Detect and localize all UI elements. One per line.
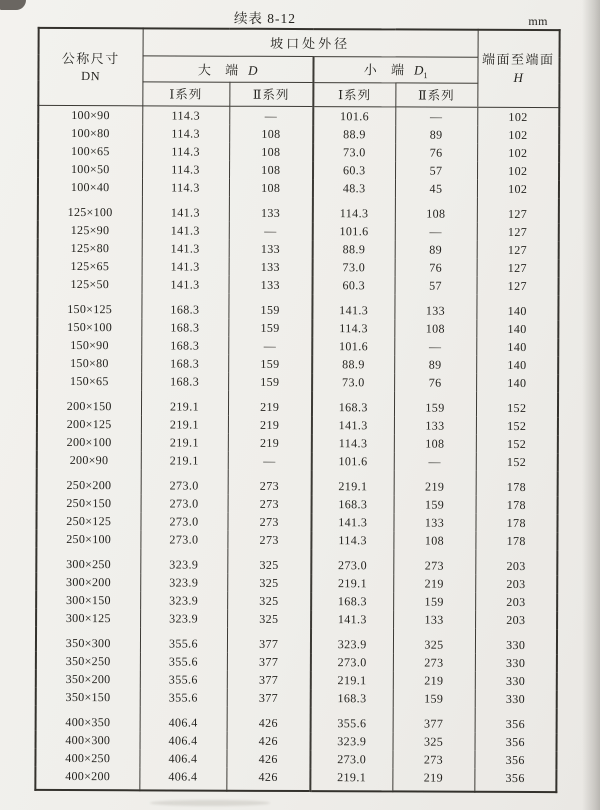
table-row (36, 651, 557, 671)
cell-dn: 300×125 (36, 608, 140, 626)
cell-bigend-series2: 426 (226, 767, 310, 790)
table-row (38, 274, 559, 294)
cell-bigend-series2: 159 (228, 318, 312, 336)
table-row (38, 195, 559, 222)
cell-bigend-series2: 133 (229, 275, 313, 293)
cell-smallend-series2: — (394, 452, 476, 470)
cell-smallend-series1: 323.9 (311, 732, 393, 750)
cell-smallend-series2: — (395, 106, 477, 125)
table-row (37, 468, 558, 495)
cell-smallend-series1: 219.1 (311, 574, 393, 592)
table-row (37, 389, 558, 416)
table-row (36, 687, 557, 707)
cell-bigend-series1: 323.9 (140, 573, 227, 591)
header-small-end (313, 56, 477, 83)
header-small-end-subscript: 1 (423, 69, 428, 80)
cell-bigend-series2: 273 (227, 512, 311, 530)
cell-bigend-series2: 219 (228, 415, 312, 433)
page-header (0, 7, 600, 27)
header-big-end (142, 55, 313, 82)
cell-bigend-series2: 219 (228, 390, 312, 415)
cell-dn: 100×80 (38, 123, 142, 141)
cell-dn: 350×150 (36, 687, 140, 705)
cell-bigend-series1: 273.0 (141, 469, 228, 494)
cell-face-to-face: 178 (506, 497, 526, 512)
cell-smallend-series1: 219.1 (311, 671, 393, 689)
cell-face-to-face: 102 (508, 127, 528, 142)
cell-dn: 100×65 (38, 141, 142, 159)
page-title: 续表 8-12 (233, 11, 297, 26)
cell-dn: 250×200 (37, 468, 141, 493)
header-series1-small: Ⅰ系列 (313, 82, 395, 106)
cell-face-to-face: 127 (507, 260, 528, 275)
cell-smallend-series2: 273 (392, 750, 474, 768)
cell-smallend-series1: 114.3 (313, 197, 395, 222)
cell-face-to-face: 356 (505, 716, 526, 731)
cell-dn: 400×250 (35, 748, 139, 766)
table-row (36, 608, 557, 628)
table-row (38, 123, 559, 143)
cell-bigend-series1: 219.1 (141, 415, 228, 433)
cell-dn: 350×250 (36, 651, 140, 669)
cell-dn: 100×90 (38, 105, 142, 124)
cell-face-to-face: 178 (506, 533, 526, 548)
cell-smallend-series1: 141.3 (312, 294, 394, 319)
cell-dn: 200×150 (37, 389, 141, 414)
cell-smallend-series1: 355.6 (311, 707, 393, 732)
cell-bigend-series2: 108 (229, 160, 313, 178)
table-row (36, 730, 557, 750)
cell-bigend-series2: 426 (226, 749, 310, 767)
cell-bigend-series1: 114.3 (142, 105, 229, 124)
cell-bigend-series2: 377 (227, 688, 311, 706)
cell-face-to-face: 127 (507, 278, 527, 293)
cell-bigend-series2: — (228, 451, 312, 469)
cell-dn: 125×50 (38, 274, 142, 292)
header-big-end-symbol: D (248, 62, 258, 78)
cell-dn: 125×90 (38, 220, 142, 238)
header-big-end-label: 大 端 (197, 62, 240, 78)
cell-dn: 300×200 (36, 572, 140, 590)
table-row (37, 371, 558, 391)
cell-bigend-series1: 168.3 (141, 293, 228, 318)
cell-face-to-face: 178 (506, 479, 527, 494)
cell-dn: 150×125 (37, 292, 141, 317)
cell-bigend-series2: 133 (229, 239, 313, 257)
table-row (38, 220, 559, 240)
cell-face-to-face: 140 (507, 375, 527, 390)
cell-smallend-series2: 325 (393, 628, 475, 653)
cell-bigend-series1: 406.4 (139, 767, 226, 790)
header-small-end-symbol: D (414, 62, 424, 78)
unit-label: mm (528, 14, 548, 28)
cell-smallend-series2: 219 (392, 768, 474, 791)
cell-face-to-face: 127 (507, 206, 528, 221)
cell-smallend-series1: 101.6 (312, 337, 394, 355)
cell-face-to-face: 127 (507, 224, 528, 239)
cell-smallend-series1: 101.6 (312, 452, 394, 470)
header-series2-big: Ⅱ系列 (229, 82, 313, 106)
cell-smallend-series2: 273 (393, 653, 475, 671)
cell-bigend-series1: 114.3 (142, 142, 229, 160)
table-row (37, 450, 558, 470)
cell-smallend-series2: 89 (394, 355, 476, 373)
cell-dn: 300×250 (36, 547, 140, 572)
cell-smallend-series2: — (394, 337, 476, 355)
cell-smallend-series2: 45 (395, 179, 477, 197)
cell-smallend-series1: 273.0 (311, 549, 393, 574)
cell-smallend-series2: 219 (394, 470, 476, 495)
cell-dn: 200×90 (37, 450, 141, 468)
cell-face-to-face: 102 (508, 145, 528, 160)
cell-bigend-series1: 141.3 (142, 221, 229, 239)
table-row (37, 414, 558, 434)
cell-face-to-face: 102 (508, 109, 528, 124)
cell-bigend-series2: 273 (227, 530, 311, 548)
cell-smallend-series2: 108 (395, 197, 477, 222)
cell-smallend-series2: 219 (393, 574, 475, 592)
cell-bigend-series1: 273.0 (140, 512, 227, 530)
cell-dn: 300×150 (36, 590, 140, 608)
table-row (36, 669, 557, 689)
cell-smallend-series2: 133 (393, 610, 475, 628)
cell-bigend-series1: 406.4 (139, 749, 226, 767)
header-series1-big: Ⅰ系列 (142, 81, 229, 105)
cell-bigend-series2: 108 (229, 124, 313, 142)
cell-bigend-series1: 355.6 (140, 670, 227, 688)
cell-face-to-face: 356 (505, 752, 525, 767)
cell-smallend-series1: 60.3 (313, 161, 395, 179)
cell-smallend-series1: 114.3 (312, 434, 394, 452)
cell-smallend-series2: 89 (395, 240, 477, 258)
header-nominal-size-label: 公称尺寸 (61, 50, 120, 66)
cell-smallend-series2: 159 (393, 592, 475, 610)
cell-smallend-series2: 325 (393, 732, 475, 750)
cell-smallend-series1: 273.0 (311, 653, 393, 671)
cell-smallend-series1: 73.0 (312, 373, 394, 391)
cell-smallend-series1: 273.0 (310, 750, 392, 768)
cell-face-to-face: 102 (508, 163, 528, 178)
cell-face-to-face: 102 (508, 181, 528, 196)
table-row (38, 177, 559, 197)
cell-smallend-series2: 273 (393, 549, 475, 574)
cell-bigend-series1: 406.4 (140, 706, 227, 731)
cell-dn: 125×80 (38, 238, 142, 256)
cell-bigend-series1: 219.1 (141, 451, 228, 469)
cell-dn: 200×100 (37, 432, 141, 450)
table-body (35, 105, 559, 792)
cell-face-to-face: 152 (506, 436, 527, 451)
cell-smallend-series1: 323.9 (311, 628, 393, 653)
cell-smallend-series2: 133 (394, 294, 476, 319)
cell-bigend-series2: 273 (228, 469, 312, 494)
cell-face-to-face: 330 (505, 673, 526, 688)
cell-dn: 100×40 (38, 177, 142, 195)
cell-bigend-series2: 325 (227, 591, 311, 609)
cell-smallend-series2: 108 (394, 434, 476, 452)
cell-smallend-series1: 168.3 (312, 495, 394, 513)
cell-bigend-series1: 114.3 (142, 160, 229, 178)
table-row (36, 511, 557, 531)
scan-smudge-artifact (150, 800, 270, 806)
cell-bigend-series2: 159 (228, 354, 312, 372)
cell-smallend-series1: 141.3 (311, 610, 393, 628)
header-dn-symbol: DN (81, 68, 101, 83)
cell-bigend-series2: 426 (227, 706, 311, 731)
cell-bigend-series2: 325 (227, 573, 311, 591)
cell-bigend-series1: 141.3 (142, 275, 229, 293)
cell-smallend-series2: 377 (393, 707, 475, 732)
cell-face-to-face: 127 (507, 242, 528, 257)
cell-dn: 150×100 (37, 317, 141, 335)
table-row (38, 141, 559, 161)
cell-dn: 250×125 (36, 511, 140, 529)
cell-smallend-series1: 48.3 (313, 179, 395, 197)
cell-smallend-series1: 101.6 (313, 106, 395, 125)
cell-bigend-series2: 108 (229, 142, 313, 160)
header-small-end-label: 小 端 (363, 61, 406, 78)
cell-bigend-series1: 141.3 (142, 257, 229, 275)
table-header (38, 28, 559, 107)
cell-bigend-series2: 426 (227, 731, 311, 749)
header-h-symbol: H (513, 70, 523, 86)
cell-bigend-series2: 377 (227, 652, 311, 670)
table-row (38, 238, 559, 258)
cell-bigend-series2: 377 (227, 627, 311, 652)
cell-face-to-face: 203 (506, 594, 526, 609)
table-row (36, 547, 557, 574)
cell-smallend-series1: 168.3 (311, 689, 393, 707)
cell-face-to-face: 330 (506, 655, 526, 670)
cell-smallend-series1: 73.0 (313, 258, 395, 276)
cell-dn: 250×150 (37, 493, 141, 511)
cell-bigend-series2: 219 (228, 433, 312, 451)
table-row (36, 572, 557, 592)
cell-face-to-face: 330 (505, 691, 526, 706)
cell-bigend-series2: 325 (227, 548, 311, 573)
cell-smallend-series2: 219 (393, 671, 475, 689)
cell-face-to-face: 140 (507, 357, 527, 372)
table-row (36, 529, 557, 549)
cell-smallend-series1: 141.3 (312, 416, 394, 434)
cell-bigend-series2: 273 (228, 494, 312, 512)
table-row (38, 159, 559, 179)
cell-bigend-series1: 273.0 (141, 494, 228, 512)
cell-smallend-series2: 57 (395, 161, 477, 179)
cell-face-to-face: 178 (506, 515, 526, 530)
cell-smallend-series1: 88.9 (312, 355, 394, 373)
cell-bigend-series2: 325 (227, 609, 311, 627)
cell-dn: 125×65 (38, 256, 142, 274)
cell-smallend-series1: 168.3 (311, 592, 393, 610)
cell-smallend-series1: 101.6 (313, 222, 395, 240)
cell-bigend-series2: 108 (229, 178, 313, 196)
cell-face-to-face: 330 (506, 637, 526, 652)
cell-bigend-series1: 323.9 (140, 609, 227, 627)
cell-dn: 200×125 (37, 414, 141, 432)
cell-bigend-series1: 323.9 (140, 548, 227, 573)
cell-bigend-series1: 406.4 (140, 731, 227, 749)
cell-bigend-series2: 159 (228, 293, 312, 318)
cell-smallend-series1: 114.3 (312, 319, 394, 337)
cell-smallend-series1: 88.9 (313, 240, 395, 258)
cell-face-to-face: 140 (507, 303, 527, 318)
cell-smallend-series2: 159 (394, 391, 476, 416)
cell-bigend-series2: 377 (227, 670, 311, 688)
cell-bigend-series2: 133 (229, 257, 313, 275)
cell-bigend-series1: 355.6 (140, 688, 227, 706)
cell-dn: 100×50 (38, 159, 142, 177)
cell-smallend-series2: 108 (394, 319, 476, 337)
cell-face-to-face: 140 (507, 321, 527, 336)
cell-dn: 350×300 (36, 626, 140, 651)
cell-bigend-series1: 168.3 (141, 354, 228, 372)
cell-bigend-series1: 355.6 (140, 627, 227, 652)
cell-smallend-series1: 73.0 (313, 143, 395, 161)
header-face-to-face-label: 端面至端面 (481, 52, 555, 68)
cell-bigend-series2: 133 (229, 196, 313, 221)
cell-bigend-series1: 219.1 (141, 390, 228, 415)
cell-bigend-series1: 168.3 (141, 372, 228, 390)
table-row (38, 256, 559, 276)
cell-smallend-series1: 60.3 (313, 276, 395, 294)
cell-bigend-series1: 323.9 (140, 591, 227, 609)
cell-dn: 400×300 (36, 730, 140, 748)
table-row (36, 626, 557, 653)
cell-bigend-series2: — (228, 336, 312, 354)
cell-bigend-series1: 355.6 (140, 652, 227, 670)
cell-face-to-face: 140 (507, 339, 527, 354)
cell-smallend-series2: 76 (395, 258, 477, 276)
cell-bigend-series1: 141.3 (142, 239, 229, 257)
cell-bigend-series2: — (229, 106, 313, 125)
table-row (38, 105, 559, 126)
cell-bigend-series2: — (229, 221, 313, 239)
cell-smallend-series1: 219.1 (312, 470, 394, 495)
cell-dn: 150×80 (37, 353, 141, 371)
cell-smallend-series2: 108 (393, 531, 475, 549)
table-row (37, 493, 558, 513)
cell-smallend-series2: 89 (395, 125, 477, 143)
table-row (37, 353, 558, 373)
cell-face-to-face: 152 (507, 418, 527, 433)
table-row (37, 432, 558, 452)
table-row (35, 766, 556, 791)
cell-dn: 125×100 (38, 195, 142, 220)
cell-face-to-face: 356 (505, 770, 525, 785)
cell-smallend-series2: 76 (394, 373, 476, 391)
cell-bigend-series1: 273.0 (140, 530, 227, 548)
cell-bigend-series1: 141.3 (142, 196, 229, 221)
cell-face-to-face: 152 (507, 400, 527, 415)
cell-smallend-series1: 168.3 (312, 391, 394, 416)
page-edge-shadow (582, 0, 600, 810)
cell-smallend-series2: 133 (394, 416, 476, 434)
cell-dn: 150×90 (37, 335, 141, 353)
cell-smallend-series1: 114.3 (311, 531, 393, 549)
header-series2-small: Ⅱ系列 (395, 82, 477, 106)
cell-bigend-series1: 168.3 (141, 336, 228, 354)
cell-smallend-series1: 219.1 (310, 768, 392, 791)
cell-face-to-face: 203 (506, 612, 526, 627)
header-nominal-size (38, 28, 142, 105)
header-face-to-face (477, 30, 559, 107)
table-row (36, 590, 557, 610)
cell-dn: 150×65 (37, 371, 141, 389)
cell-smallend-series2: 159 (393, 689, 475, 707)
cell-dn: 250×100 (36, 529, 140, 547)
header-groove-od: 坡口处外径 (143, 28, 478, 56)
cell-face-to-face: 203 (506, 576, 526, 591)
cell-dn: 350×200 (36, 669, 140, 687)
cell-bigend-series1: 114.3 (142, 124, 229, 142)
cell-smallend-series2: 133 (393, 513, 475, 531)
cell-bigend-series1: 168.3 (141, 318, 228, 336)
table-row (37, 292, 558, 319)
cell-dn: 400×350 (36, 705, 140, 730)
cell-bigend-series2: 159 (228, 372, 312, 390)
table-row (35, 748, 556, 768)
cell-dn: 400×200 (35, 766, 139, 789)
reducer-dimension-table (34, 27, 560, 793)
cell-smallend-series2: 159 (394, 495, 476, 513)
cell-smallend-series2: 57 (395, 276, 477, 294)
cell-face-to-face: 203 (506, 558, 526, 573)
cell-bigend-series1: 219.1 (141, 433, 228, 451)
cell-smallend-series2: — (395, 222, 477, 240)
cell-bigend-series1: 114.3 (142, 178, 229, 196)
cell-smallend-series2: 76 (395, 143, 477, 161)
cell-smallend-series1: 88.9 (313, 125, 395, 143)
table-row (36, 705, 557, 732)
cell-smallend-series1: 141.3 (311, 513, 393, 531)
table-row (37, 335, 558, 355)
cell-face-to-face: 152 (506, 454, 527, 469)
table-row (37, 317, 558, 337)
cell-face-to-face: 356 (505, 734, 525, 749)
